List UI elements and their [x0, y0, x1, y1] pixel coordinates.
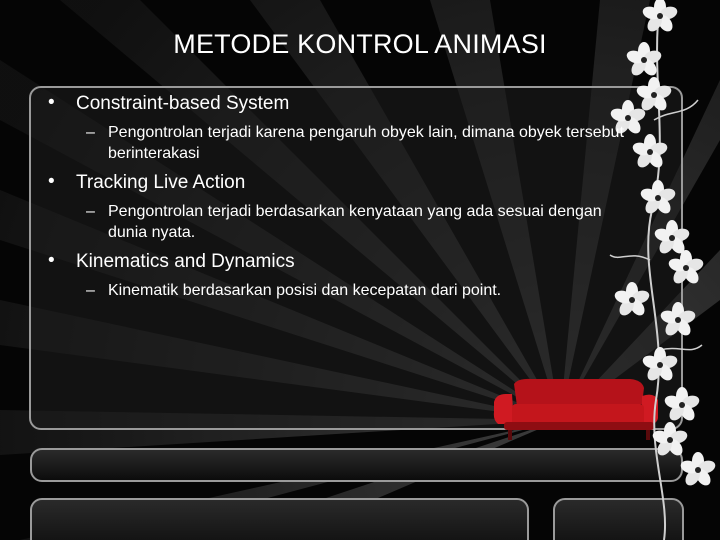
bullet-item	[48, 250, 638, 301]
dash-icon: –	[86, 203, 95, 220]
bullet-heading: Constraint-based System	[76, 93, 290, 114]
bottom-left-panel	[30, 498, 529, 540]
bullet-icon: •	[48, 171, 55, 192]
sub-item	[86, 122, 638, 164]
bullet-heading: Tracking Live Action	[76, 172, 246, 193]
bullet-list	[48, 92, 638, 301]
sub-item	[86, 280, 638, 301]
bullet-heading: Kinematics and Dynamics	[76, 251, 295, 272]
footer-bar	[30, 448, 683, 482]
bullet-item	[48, 92, 638, 164]
bullet-icon: •	[48, 250, 55, 271]
dash-icon: –	[86, 124, 95, 141]
sub-item-text: Pengontrolan terjadi karena pengaruh obyek lain, dimana obyek tersebut berinterakasi	[108, 124, 624, 162]
bullet-item	[48, 171, 638, 243]
bullet-icon: •	[48, 92, 55, 113]
slide-title: METODE KONTROL ANIMASI	[173, 29, 547, 59]
sub-item-text: Kinematik berdasarkan posisi dan kecepatan dari point.	[108, 282, 502, 299]
sub-item-text: Pengontrolan terjadi berdasarkan kenyataan yang ada sesuai dengan dunia nyata.	[108, 203, 602, 241]
sub-item	[86, 201, 638, 243]
dash-icon: –	[86, 282, 95, 299]
